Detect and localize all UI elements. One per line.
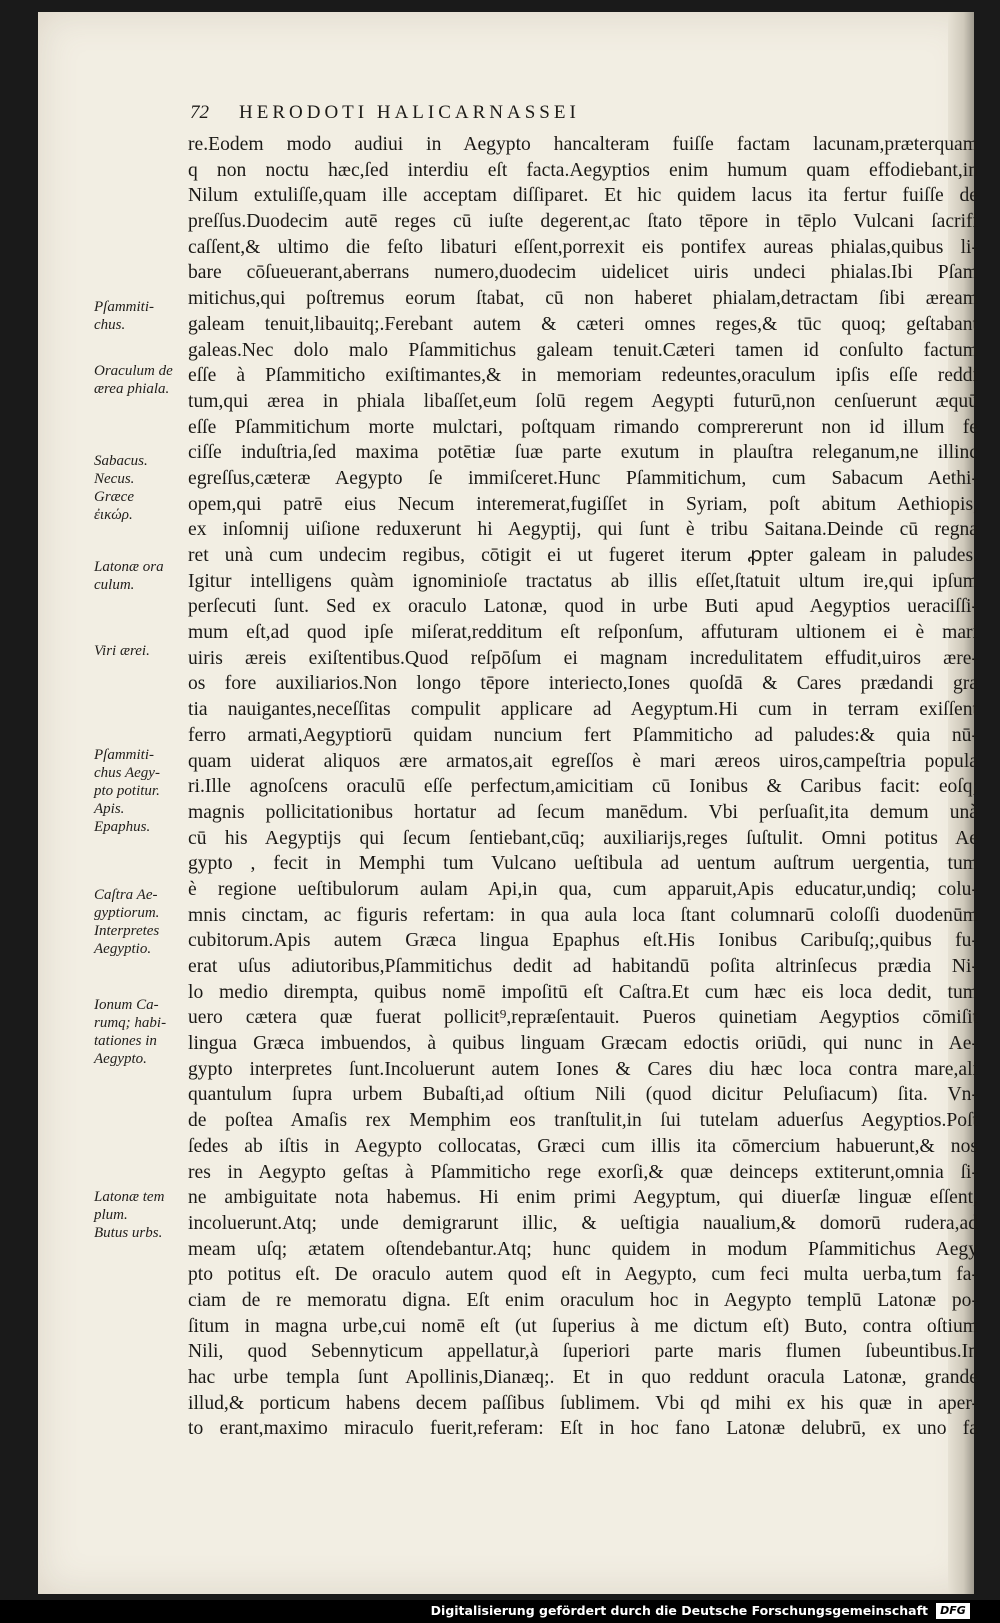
- text-line: uiris æreis exiſtentibus.Quod reſpōſum ei magnam incredulitatem effudit,uiros ære-: [188, 647, 978, 669]
- text-line: uero cætera quæ fuerat pollicit⁹,repræſentauit. Pueros quinetiam Aegyptios cōmiſit: [188, 1007, 978, 1029]
- running-head: [190, 102, 960, 124]
- digitization-footer: [0, 1600, 1000, 1623]
- text-line: caſſent,& ultimo die feſto libaturi eſſent,porrexit eis pontifex aureas phialas,quibus li-: [188, 236, 978, 258]
- text-line: incoluerunt.Atq; unde demigrarunt illic, & ueſtigia naualium,& domorū rudera,ad: [188, 1212, 978, 1234]
- text-line: ciam de re memoratu digna. Eſt enim oraculum hoc in Aegypto templū Latonæ po-: [188, 1289, 978, 1311]
- text-line: Nilum extuliſſe,quam ille acceptam diſſiparet. Et hic quidem lacus ita fertur fuiſſe de: [188, 185, 978, 207]
- text-line: cū his Aegyptijs qui ſecum ſentiebant,cūq; auxiliarijs,reges ſuſtulit. Omni potitus Ae: [188, 827, 978, 849]
- text-line: preſſus.Duodecim autē reges cū iuſte degerent,ac ſtato tēpore in tēplo Vulcani ſacrifi: [188, 211, 978, 233]
- text-line: mnis cinctam, ac figuris refertam: in qua aula loca ſtant columnarū coloſſi duodenūm: [188, 904, 978, 926]
- funding-credit: Digitalisierung gefördert durch die Deutsche Forschungsgemeinschaft: [430, 1603, 928, 1618]
- text-line: è regione ueſtibulorum aulam Api,in qua, cum apparuit,Apis educatur,undiq; colu-: [188, 878, 978, 900]
- marginal-note: Viri ærei.: [94, 643, 150, 659]
- marginal-note: Latonæ ora culum.: [94, 559, 164, 593]
- text-line: erat uſus adiutoribus,Pſammitichus dedit ad habitandū poſita altrinſecus prædia Ni-: [188, 956, 978, 977]
- text-line: de poſtea Amaſis rex Memphim eos tranſtulit,in ſui tutelam aduerſus Aegyptios.Poſt: [188, 1110, 978, 1132]
- text-line: to erant,maximo miraculo fuerit,referam: Eſt in hoc fano Latonæ delubrū, ex uno fa: [188, 1418, 978, 1440]
- text-line: mitichus,qui poſtremus eorum ſtabat, cū non haberet phialam,detractam ſibi æream: [188, 288, 978, 310]
- text-line: mum eſt,ad quod ipſe miſerat,redditum eſt reſponſum, affuturam ultionem ei è mari: [188, 622, 978, 644]
- text-line: galeam tenuit,libauitq;.Ferebant autem & cæteri omnes reges,& tūc quoq; geſtabant: [188, 313, 978, 335]
- dfg-logo: DFG: [936, 1603, 970, 1619]
- text-line: pto potitus eſt. De oraculo autem quod eſt in Aegypto, cum feci multa uerba,tum fa-: [188, 1264, 978, 1286]
- marginal-note: Oraculum de ærea phiala.: [94, 363, 173, 397]
- text-line: eſſe Pſammitichum morte mulctari, poſtquam rimando comprererunt non id illum fe: [188, 416, 978, 438]
- text-line: egreſſus,cæteræ Aegypto ſe immiſceret.Hunc Pſammitichum, cum Sabacum Aethi-: [188, 467, 978, 489]
- marginal-note: Caſtra Ae- gyptiorum. Interpretes Aegyptio.: [94, 887, 160, 957]
- marginal-note: Pſammiti- chus.: [94, 299, 154, 333]
- running-title: HERODOTI HALICARNASSEI: [239, 102, 580, 123]
- marginal-note: Latonæ tem plum. Butus urbs.: [94, 1189, 165, 1241]
- marginal-note: Ionum Ca- rumq; habi- tationes in Aegypto.: [94, 997, 167, 1067]
- text-line: ri.Ille agnoſcens oraculū eſſe perfectum,amicitiam cū Ionibus & Caribus facit: eoſq;: [188, 776, 978, 798]
- text-line: gypto , fecit in Memphi tum Vulcano ueſtibula ad uentum auſtrum uergentia, tum: [188, 853, 978, 875]
- text-line: ſedes ab iſtis in Aegypto collocatas, Græci cum illis ita cōmercium habuerunt,& nos: [188, 1135, 978, 1157]
- body-text: [188, 132, 978, 1442]
- text-line: eſſe à Pſammiticho exiſtimantes,& in memoriam redeuntes,oraculum ipſis eſſe reddi: [188, 365, 978, 387]
- text-line: quantulum ſupra urbem Bubaſti,ad oſtium Nili (quod dicitur Peluſiacum) ſita. Vn-: [188, 1084, 978, 1106]
- text-line: Nili, quod Sebennyticum appellatur,à ſuperiori parte maris flumen ſubeuntibus.In: [188, 1341, 978, 1363]
- page-number: 72: [190, 102, 209, 123]
- text-line: ex inſomnij uiſione reduxerunt hi Aegyptij, qui ſunt è tribu Saitana.Deinde cū regna: [188, 519, 978, 541]
- text-line: lingua Græca imbuendos, à quibus linguam Græcam edoctis oriūdi, qui nunc in Ae-: [188, 1033, 978, 1055]
- text-line: ſitum in magna urbe,cui nomē eſt (ut ſuperius à me dictum eſt) Buto, contra oſtium: [188, 1315, 978, 1337]
- text-line: q non noctu hæc,ſed interdiu eſt facta.Aegyptios enim humum quam effodiebant,in: [188, 159, 978, 181]
- text-line: ne ambiguitate nota habemus. Hi enim primi Aegyptum, qui diuerſæ linguæ eſſent,: [188, 1187, 978, 1209]
- text-line: meam uſq; ætatem oſtendebantur.Atq; hunc quidem in modum Pſammitichus Aegy: [188, 1238, 978, 1260]
- text-line: gypto interpretes ſunt.Incoluerunt autem Iones & Cares diu hæc loca contra mare,ali: [188, 1058, 978, 1080]
- text-line: illud,& porticum habens decem paſſibus ſublimem. Vbi qd mihi ex his quæ in aper-: [188, 1392, 978, 1414]
- text-line: perſecuti ſunt. Sed ex oraculo Latonæ, quod in urbe Buti apud Aegyptios ueraciſſi-: [188, 596, 978, 618]
- text-line: hac urbe templa ſunt Apollinis,Dianæq;. Et in quo reddunt oracula Latonæ, grande: [188, 1367, 978, 1388]
- marginal-note: Pſammiti- chus Aegy- pto potitur. Apis. Epaphus.: [94, 747, 160, 835]
- text-line: galeas.Nec dolo malo Pſammitichus galeam tenuit.Cæteri tamen id conſulto factum: [188, 339, 978, 361]
- text-line: magnis pollicitationibus hortatur ad ſecum manēdum. Vbi perſuaſit,ita demum unà: [188, 801, 978, 823]
- text-line: lo medio dirempta, quibus nomē impoſitū eſt Caſtra.Et cum hæc eis loca dedit, tum: [188, 981, 978, 1003]
- book-page: [38, 12, 978, 1594]
- text-line: cubitorum.Apis autem Græca lingua Epaphus eſt.His Ionibus Caribuſq;,quibus fu-: [188, 930, 978, 952]
- text-line: res in Aegypto geſtas à Pſammiticho rege exorſi,& quæ deinceps extiterunt,omnia ſi-: [188, 1161, 978, 1183]
- text-line: opem,qui patrē eius Necum interemerat,fugiſſet in Syriam, poſt abitum Aethiopis,: [188, 493, 978, 515]
- text-line: Igitur intelligens quàm ignominioſe tractatus ab illis eſſet,ſtatuit ultum ire,qui ipſum: [188, 570, 978, 592]
- text-line: re.Eodem modo audiui in Aegypto hancalteram fuiſſe factam lacunam,præterquam: [188, 134, 978, 155]
- text-line: ret unà cum undecim regibus, cōtigit ei ut fugeret iterum ꝓpter galeam in paludes.: [188, 545, 978, 566]
- text-line: tum,qui ærea in phiala libaſſet,eum ſolū regem Aegypti futurū,non cenſuerunt æquū: [188, 390, 978, 412]
- text-line: bare cōſueuerant,aberrans numero,duodecim uidelicet uiris undeci phialas.Ibi Pſam: [188, 262, 978, 284]
- text-line: ciſſe induſtria,ſed maxima potētiæ ſuæ parte exutum in plauſtra releganum,ne illinc: [188, 442, 978, 464]
- text-line: quam uiderat aliquos ære armatos,ait egreſſos è mari æreos uiros,campeſtria popula: [188, 750, 978, 772]
- text-line: tia nauigantes,neceſſitas compulit applicare ad Aegyptum.Hi cum in terram exiſſent: [188, 699, 978, 721]
- text-line: os fore auxiliarios.Non longo tēpore interiecto,Iones quoſdā & Cares prædandi gra: [188, 673, 978, 695]
- text-line: ferro armati,Aegyptiorū quidam nuncium fert Pſammiticho ad paludes:& quia nū-: [188, 724, 978, 746]
- marginal-note: Sabacus. Necus. Græce ἐικώρ.: [94, 453, 148, 523]
